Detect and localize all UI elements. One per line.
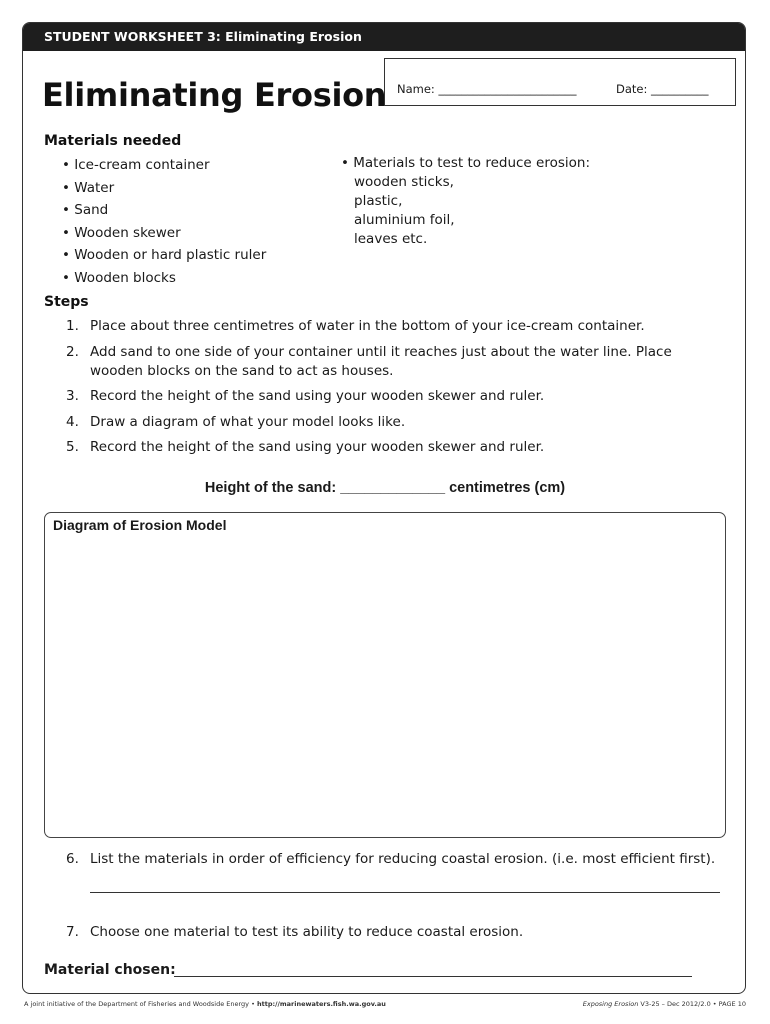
page-title: Eliminating Erosion [42, 76, 387, 114]
step-item [66, 438, 726, 457]
name-field-label[interactable]: Name: ________________________ [397, 82, 577, 96]
steps-list [66, 317, 726, 464]
step-number: 7. [66, 924, 79, 940]
step-item [66, 387, 726, 406]
step-item [66, 924, 523, 940]
step-text: Record the height of the sand using your wooden skewer and ruler. [90, 388, 545, 404]
list-item: wooden sticks, [354, 174, 454, 190]
steps-heading: Steps [44, 294, 89, 310]
sand-height-field[interactable]: Height of the sand: _____________ centimetres (cm) [204, 480, 566, 496]
step-text: Place about three centimetres of water in the bottom of your ice-cream container. [90, 318, 645, 334]
list-item: • Wooden or hard plastic ruler [62, 247, 267, 263]
footer-page-number: V3-25 – Dec 2012/2.0 • PAGE 10 [638, 1000, 746, 1008]
step-number: 6. [66, 851, 79, 867]
footer-credit-text: A joint initiative of the Department of Fisheries and Woodside Energy • [24, 1000, 258, 1008]
materials-heading: Materials needed [44, 133, 182, 149]
step-item [66, 317, 726, 336]
diagram-title: Diagram of Erosion Model [53, 517, 227, 533]
step-text: Add sand to one side of your container until it reaches just about the water line. Place wooden blocks on the sand to act as houses. [90, 343, 672, 379]
list-item: leaves etc. [354, 231, 428, 247]
date-field-label[interactable]: Date: __________ [616, 82, 709, 96]
step-text: Draw a diagram of what your model looks like. [90, 413, 406, 430]
list-item: • Ice-cream container [62, 157, 210, 173]
step-number: 2. [66, 343, 79, 360]
step-item [66, 851, 715, 867]
footer-series-title: Exposing Erosion [582, 1000, 639, 1008]
diagram-drawing-area[interactable] [44, 512, 726, 838]
list-item: • Wooden blocks [62, 269, 176, 286]
test-materials-list [341, 154, 590, 249]
name-date-box [384, 58, 736, 106]
step-number: 4. [66, 413, 79, 430]
step-item [66, 343, 726, 381]
footer-credit [24, 1000, 386, 1008]
list-item: plastic, [354, 193, 403, 209]
materials-list [62, 154, 266, 289]
list-item: aluminium foil, [354, 212, 455, 228]
material-chosen-label: Material chosen: [44, 962, 176, 978]
step-text: Choose one material to test its ability to reduce coastal erosion. [90, 924, 524, 940]
step-number: 1. [66, 318, 79, 334]
step-number: 5. [66, 439, 79, 455]
material-chosen-answer-line[interactable] [174, 962, 692, 977]
footer-url-link[interactable]: http://marinewaters.fish.wa.gov.au [257, 1000, 386, 1008]
step-text: Record the height of the sand using your wooden skewer and ruler. [90, 439, 545, 455]
worksheet-header: STUDENT WORKSHEET 3: Eliminating Erosion [23, 23, 745, 51]
step-item [66, 413, 726, 432]
list-item: • Sand [62, 202, 109, 218]
list-item: • Water [62, 179, 115, 196]
footer-page-info [583, 1000, 746, 1008]
ranking-answer-line[interactable] [90, 882, 720, 893]
step-text: List the materials in order of efficiency for reducing coastal erosion. (i.e. most efficient first). [90, 851, 716, 867]
step-number: 3. [66, 388, 79, 404]
test-materials-heading: • Materials to test to reduce erosion: [341, 155, 590, 171]
list-item: • Wooden skewer [62, 224, 181, 241]
